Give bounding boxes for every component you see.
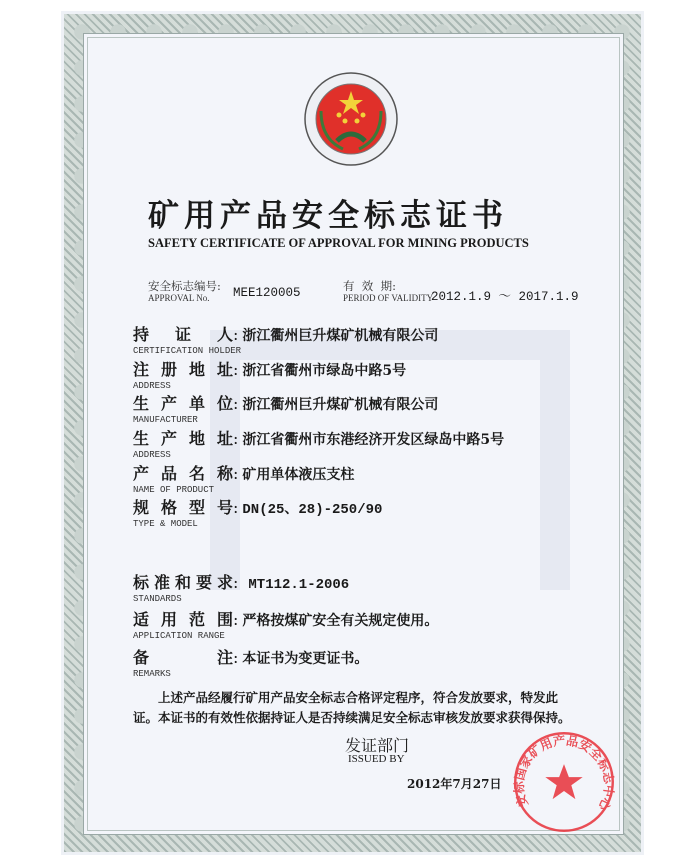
field-label: 产品名称 xyxy=(133,464,233,483)
field-value: MT112.1-2006 xyxy=(248,577,350,593)
approval-label-en: APPROVAL No. xyxy=(148,293,210,303)
validity-label-en: PERIOD OF VALIDITY xyxy=(343,293,434,303)
field-label: 生产单位 xyxy=(133,394,233,413)
field-standards: 标准和要求: MT112.1-2006 STANDARDS xyxy=(133,570,349,604)
field-value: DN(25、28)-250/90 xyxy=(242,502,383,518)
statement-line-2: 证。本证书的有效性依据持证人是否持续满足安全标志审核发放要求获得保持。 xyxy=(133,710,571,725)
field-value: 本证书为变更证书。 xyxy=(242,651,369,667)
seal-text: 安标国家矿用产品安全标志中心 xyxy=(512,733,616,813)
field-prod-address: 生产地址: 浙江省衢州市东港经济开发区绿岛中路5号 ADDRESS xyxy=(133,426,504,460)
field-label: 持证人 xyxy=(133,325,233,344)
field-label-en: ADDRESS xyxy=(133,381,171,391)
field-type-model: 规格型号: DN(25、28)-250/90 TYPE & MODEL xyxy=(133,495,382,529)
state-emblem xyxy=(303,71,399,167)
field-value: 严格按煤矿安全有关规定使用。 xyxy=(242,613,439,629)
field-holder: 持证人: 浙江衢州巨升煤矿机械有限公司 CERTIFICATION HOLDER xyxy=(133,322,438,356)
certificate-title: 矿用产品安全标志证书 xyxy=(148,198,508,234)
field-label-en: CERTIFICATION HOLDER xyxy=(133,346,242,356)
field-reg-address: 注册地址: 浙江省衢州市绿岛中路5号 ADDRESS xyxy=(133,357,406,391)
approval-number: MEE120005 xyxy=(233,286,301,300)
field-label: 备注 xyxy=(133,648,233,667)
issuer-label: 发证部门 xyxy=(345,736,410,755)
official-seal xyxy=(512,730,616,834)
field-label-en: STANDARDS xyxy=(133,594,182,604)
field-value: 矿用单体液压支柱 xyxy=(242,467,355,483)
validity-label: 有 效 期: xyxy=(343,279,396,293)
field-label-en: MANUFACTURER xyxy=(133,415,198,425)
field-label: 注册地址 xyxy=(133,360,233,379)
field-label: 标准和要求 xyxy=(133,573,233,592)
field-remarks: 备注: 本证书为变更证书。 REMARKS xyxy=(133,645,368,679)
field-label-en: TYPE & MODEL xyxy=(133,519,198,529)
field-value: 浙江衢州巨升煤矿机械有限公司 xyxy=(242,328,439,344)
field-value: 浙江省衢州市绿岛中路5号 xyxy=(242,363,407,379)
approval-label: 安全标志编号: xyxy=(148,279,221,293)
field-label: 生产地址 xyxy=(133,429,233,448)
certificate-subtitle: SAFETY CERTIFICATE OF APPROVAL FOR MINING PRODUCTS xyxy=(148,236,529,250)
statement-line-1: 上述产品经履行矿用产品安全标志合格评定程序，符合发放要求，特发此 xyxy=(158,690,559,705)
field-manufacturer: 生产单位: 浙江衢州巨升煤矿机械有限公司 MANUFACTURER xyxy=(133,391,438,425)
issue-date: 2012年7月27日 xyxy=(407,777,502,791)
field-value: 浙江衢州巨升煤矿机械有限公司 xyxy=(242,397,439,413)
field-label-en: APPLICATION RANGE xyxy=(133,631,225,641)
field-label-en: NAME OF PRODUCT xyxy=(133,485,215,495)
field-label-en: ADDRESS xyxy=(133,450,171,460)
field-value: 浙江省衢州市东港经济开发区绿岛中路5号 xyxy=(242,432,505,448)
validity-period: 2012.1.9 ～ 2017.1.9 xyxy=(431,290,579,304)
field-label: 规格型号 xyxy=(133,498,233,517)
field-product-name: 产品名称: 矿用单体液压支柱 NAME OF PRODUCT xyxy=(133,461,354,495)
field-application-range: 适用范围: 严格按煤矿安全有关规定使用。 APPLICATION RANGE xyxy=(133,607,438,641)
issuer-label-en: ISSUED BY xyxy=(348,753,405,765)
field-label-en: REMARKS xyxy=(133,669,171,679)
field-label: 适用范围 xyxy=(133,610,233,629)
